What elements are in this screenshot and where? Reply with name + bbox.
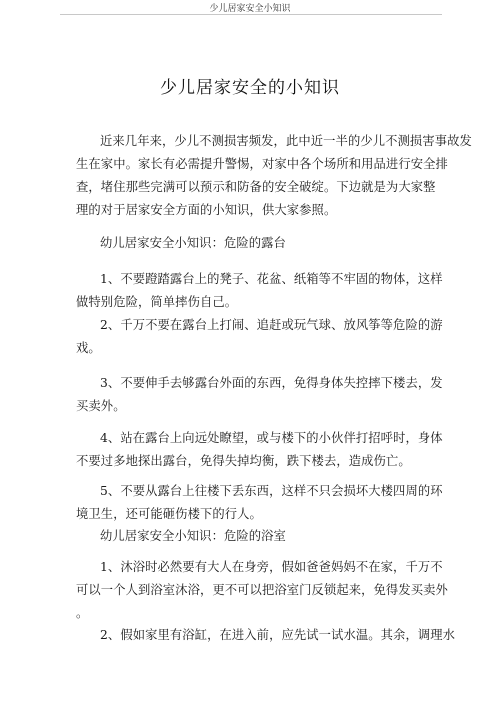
list-item: [76, 556, 448, 625]
list-item-line: 1、不要蹬踏露台上的凳子、花盆、纸箱等不牢固的物体，这样: [100, 272, 443, 286]
intro-line: 查，堵住那些完满可以预示和防备的安全破绽。下边就是为大家整: [76, 180, 436, 194]
intro-line: 理的对于居家安全方面的小知识，供大家参照。: [76, 203, 337, 217]
page-title: 少儿居家安全的小知识: [160, 78, 340, 98]
running-header: 少儿居家安全小知识: [209, 4, 291, 14]
list-item-line: 2、假如家里有浴缸，在进入前，应先试一试水温。其余，调理水: [100, 628, 456, 642]
list-item-line: 。: [76, 606, 89, 620]
list-item: [76, 314, 443, 360]
section-heading-bathroom: [76, 525, 436, 548]
intro-paragraph: [76, 130, 472, 222]
list-item-line: 戏。: [76, 341, 101, 355]
list-item: [76, 372, 443, 418]
list-item: [76, 624, 456, 647]
list-item-line: 可以一个人到浴室沐浴，更不可以把浴室门反锁起来，免得发买卖外: [76, 583, 448, 597]
section-heading-text: 幼儿居家安全小知识：危险的露台: [100, 236, 286, 250]
list-item-line: 4、站在露台上向远处瞭望，或与楼下的小伙伴打招呼时，身体: [100, 431, 443, 445]
list-item-line: 不要过多地探出露台，免得失掉均衡，跌下楼去，造成伤亡。: [76, 454, 411, 468]
header-rule: [60, 14, 442, 15]
list-item-line: 做特别危险，简单摔伤自己。: [76, 295, 238, 309]
list-item: [76, 427, 443, 473]
list-item-line: 买卖外。: [76, 399, 126, 413]
list-item: [76, 268, 443, 314]
list-item-line: 5、不要从露台上往楼下丢东西，这样不只会损坏大楼四周的环: [100, 484, 443, 498]
intro-line: 近来几年来，少儿不测损害频发，此中近一半的少儿不测损害事故发: [100, 134, 472, 148]
list-item-line: 境卫生，还可能砸伤楼下的行人。: [76, 507, 262, 521]
section-heading-text: 幼儿居家安全小知识：危险的浴室: [100, 529, 286, 543]
list-item-line: 3、不要伸手去够露台外面的东西，免得身体失控摔下楼去，发: [100, 376, 443, 390]
intro-line: 生在家中。家长有必需提升警惕，对家中各个场所和用品进行安全排: [76, 157, 448, 171]
list-item-line: 1、沐浴时必然要有大人在身旁，假如爸爸妈妈不在家，千万不: [100, 560, 443, 574]
list-item: [76, 480, 443, 526]
list-item-line: 2、千万不要在露台上打闹、追赶或玩气球、放风筝等危险的游: [100, 318, 443, 332]
section-heading-balcony: [76, 232, 436, 255]
